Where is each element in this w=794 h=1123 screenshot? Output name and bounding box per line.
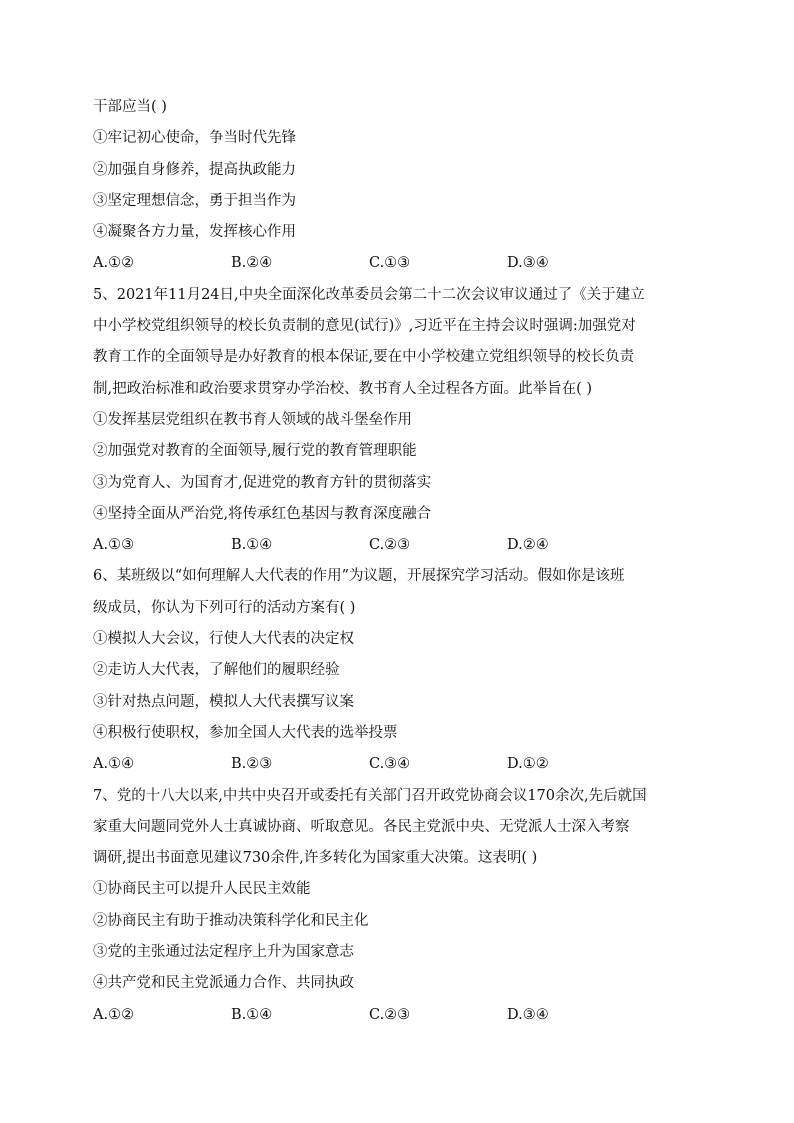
answer-choices: [93, 749, 705, 780]
option-4: ④凝聚各方力量，发挥核心作用: [93, 224, 296, 241]
question-stem-line: 5、2021年11月24日,中央全面深化改革委员会第二十二次会议审议通过了《关于建立: [93, 286, 645, 303]
question-stem-line: 级成员，你认为下列可行的活动方案有( ): [93, 599, 356, 616]
option-1: ①发挥基层党组织在教书育人领域的战斗堡垒作用: [93, 411, 412, 428]
answer-choices: [93, 1000, 705, 1031]
option-3: ③坚定理想信念，勇于担当作为: [93, 192, 296, 209]
choice-c: C.②③: [369, 537, 411, 554]
choice-d: D.①②: [507, 756, 549, 773]
question-stem-line: 制,把政治标准和政治要求贯穿办学治校、教书育人全过程各方面。此举旨在( ): [93, 380, 593, 397]
choice-d: D.③④: [507, 255, 549, 272]
choice-a: A.①④: [93, 756, 135, 773]
answer-choices: [93, 530, 705, 561]
option-2: ②加强党对教育的全面领导,履行党的教育管理职能: [93, 443, 417, 460]
question-stem-line: 教育工作的全面领导是办好教育的根本保证,要在中小学校建立党组织领导的校长负责: [93, 349, 635, 366]
answer-choices: [93, 248, 705, 279]
option-3: ③党的主张通过法定程序上升为国家意志: [93, 944, 354, 961]
choice-c: C.①③: [369, 255, 411, 272]
question-stem-line: 家重大问题同党外人士真诚协商、听取意见。各民主党派中央、无党派人士深入考察: [93, 818, 630, 835]
question-7: [93, 781, 705, 1031]
choice-a: A.①②: [93, 255, 135, 272]
option-4: ④积极行使职权，参加全国人大代表的选举投票: [93, 724, 398, 741]
option-1: ①协商民主可以提升人民民主效能: [93, 881, 311, 898]
option-1: ①牢记初心使命，争当时代先锋: [93, 130, 296, 147]
option-2: ②加强自身修养，提高执政能力: [93, 161, 296, 178]
question-6: [93, 561, 705, 780]
choice-d: D.③④: [507, 1006, 549, 1023]
question-stem-line: 6、某班级以“如何理解人大代表的作用”为议题，开展探究学习活动。假如你是该班: [93, 568, 625, 585]
choice-b: B.①④: [231, 1006, 273, 1023]
page-content: [93, 92, 705, 1031]
choice-c: C.③④: [369, 756, 411, 773]
question-5: [93, 280, 705, 562]
choice-b: B.①④: [231, 537, 273, 554]
question-stem-line: 中小学校党组织领导的校长负责制的意见(试行)》,习近平在主持会议时强调:加强党对: [93, 318, 636, 335]
option-4: ④共产党和民主党派通力合作、共同执政: [93, 975, 354, 992]
choice-b: B.②④: [231, 255, 273, 272]
choice-b: B.②③: [231, 756, 273, 773]
question-4-continuation: [93, 92, 705, 280]
question-stem-line: 调研,提出书面意见建议730余件,许多转化为国家重大决策。这表明( ): [93, 850, 538, 867]
option-1: ①模拟人大会议，行使人大代表的决定权: [93, 631, 354, 648]
option-3: ③针对热点问题，模拟人大代表撰写议案: [93, 693, 354, 710]
choice-a: A.①②: [93, 1006, 135, 1023]
choice-d: D.②④: [507, 537, 549, 554]
choice-c: C.②③: [369, 1006, 411, 1023]
option-2: ②走访人大代表，了解他们的履职经验: [93, 662, 340, 679]
question-stem: 干部应当( ): [93, 99, 167, 115]
option-3: ③为党育人、为国育才,促进党的教育方针的贯彻落实: [93, 474, 432, 491]
choice-a: A.①③: [93, 537, 135, 554]
question-stem-line: 7、党的十八大以来,中共中央召开或委托有关部门召开政党协商会议170余次,先后就国: [93, 787, 647, 804]
option-4: ④坚持全面从严治党,将传承红色基因与教育深度融合: [93, 505, 432, 522]
option-2: ②协商民主有助于推动决策科学化和民主化: [93, 912, 369, 929]
